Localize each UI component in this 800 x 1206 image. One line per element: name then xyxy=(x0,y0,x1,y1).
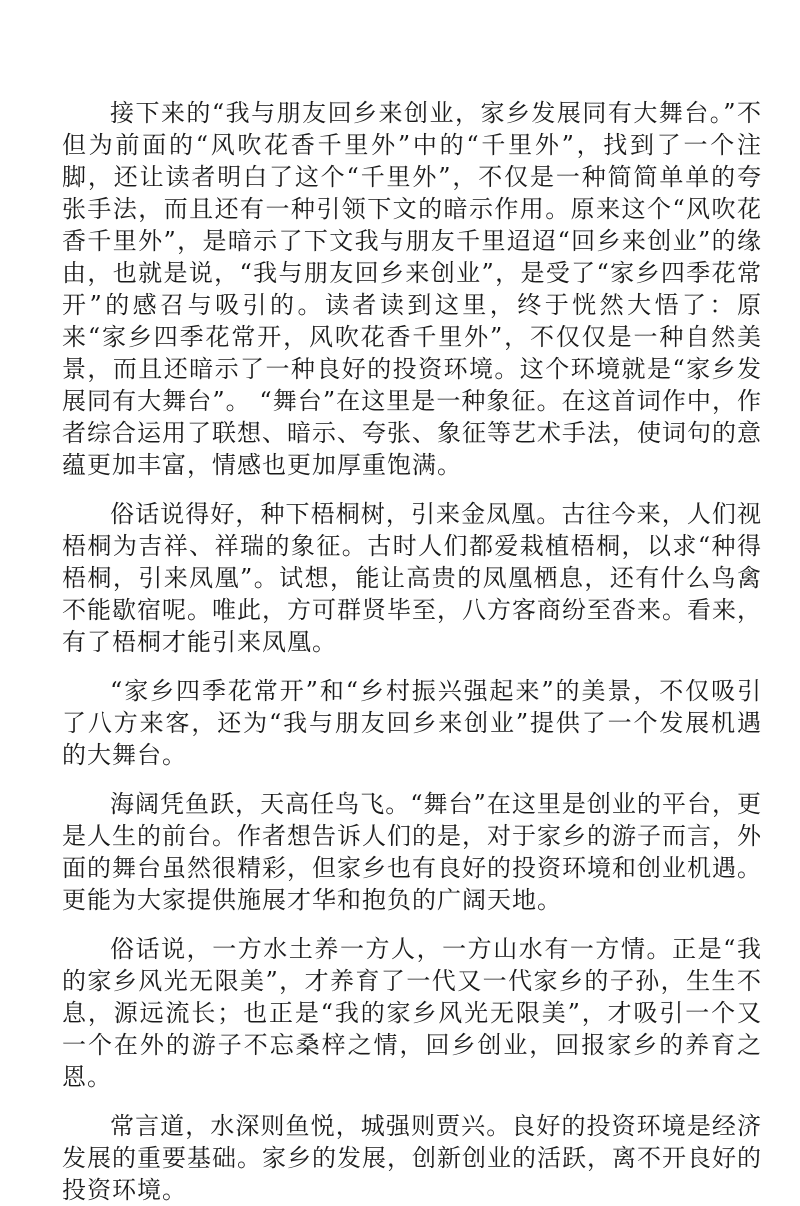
paragraph-6: 常言道，水深则鱼悦，城强则贾兴。良好的投资环境是经济发展的重要基础。家乡的发展，创新创业的活跃，离不开良好的投资环境。 xyxy=(62,1112,762,1204)
paragraph-4: 海阔凭鱼跃，天高任鸟飞。“舞台”在这里是创业的平台，更是人生的前台。作者想告诉人们的是，对于家乡的游子而言，外面的舞台虽然很精彩，但家乡也有良好的投资环境和创业机遇。更能为大家提供施展才华和抱负的广阔天地。 xyxy=(62,790,762,914)
document-body xyxy=(62,97,762,1206)
paragraph-1: 接下来的“我与朋友回乡来创业，家乡发展同有大舞台。”不但为前面的“风吹花香千里外”中的“千里外”，找到了一个注脚，还让读者明白了这个“千里外”，不仅是一种简简单单的夸张手法，而且还有一种引领下文的暗示作用。原来这个“风吹花香千里外”，是暗示了下文我与朋友千里迢迢“回乡来创业”的缘由，也就是说，“我与朋友回乡来创业”，是受了“家乡四季花常开”的感召与吸引的。读者读到这里，终于恍然大悟了：原来“家乡四季花常开，风吹花香千里外”，不仅仅是一种自然美景，而且还暗示了一种良好的投资环境。这个环境就是“家乡发展同有大舞台”。 “舞台”在这里是一种象征。在这首词作中，作者综合运用了联想、暗示、夸张、象征等艺术手法，使词句的意蕴更加丰富，情感也更加厚重饱满。 xyxy=(62,99,762,479)
paragraph-2: 俗话说得好，种下梧桐树，引来金凤凰。古往今来，人们视梧桐为吉祥、祥瑞的象征。古时人们都爱栽植梧桐，以求“种得梧桐，引来凤凰”。试想，能让高贵的凤凰栖息，还有什么鸟禽不能歇宿呢。唯此，方可群贤毕至，八方客商纷至沓来。看来，有了梧桐才能引来凤凰。 xyxy=(62,500,762,656)
paragraph-5: 俗话说，一方水土养一方人，一方山水有一方情。正是“我的家乡风光无限美”，才养育了一代又一代家乡的子孙，生生不息，源远流长；也正是“我的家乡风光无限美”，才吸引一个又一个在外的游子不忘桑梓之情，回乡创业，回报家乡的养育之恩。 xyxy=(62,935,762,1091)
paragraph-3: “家乡四季花常开”和“乡村振兴强起来”的美景，不仅吸引了八方来客，还为“我与朋友回乡来创业”提供了一个发展机遇的大舞台。 xyxy=(62,677,762,769)
